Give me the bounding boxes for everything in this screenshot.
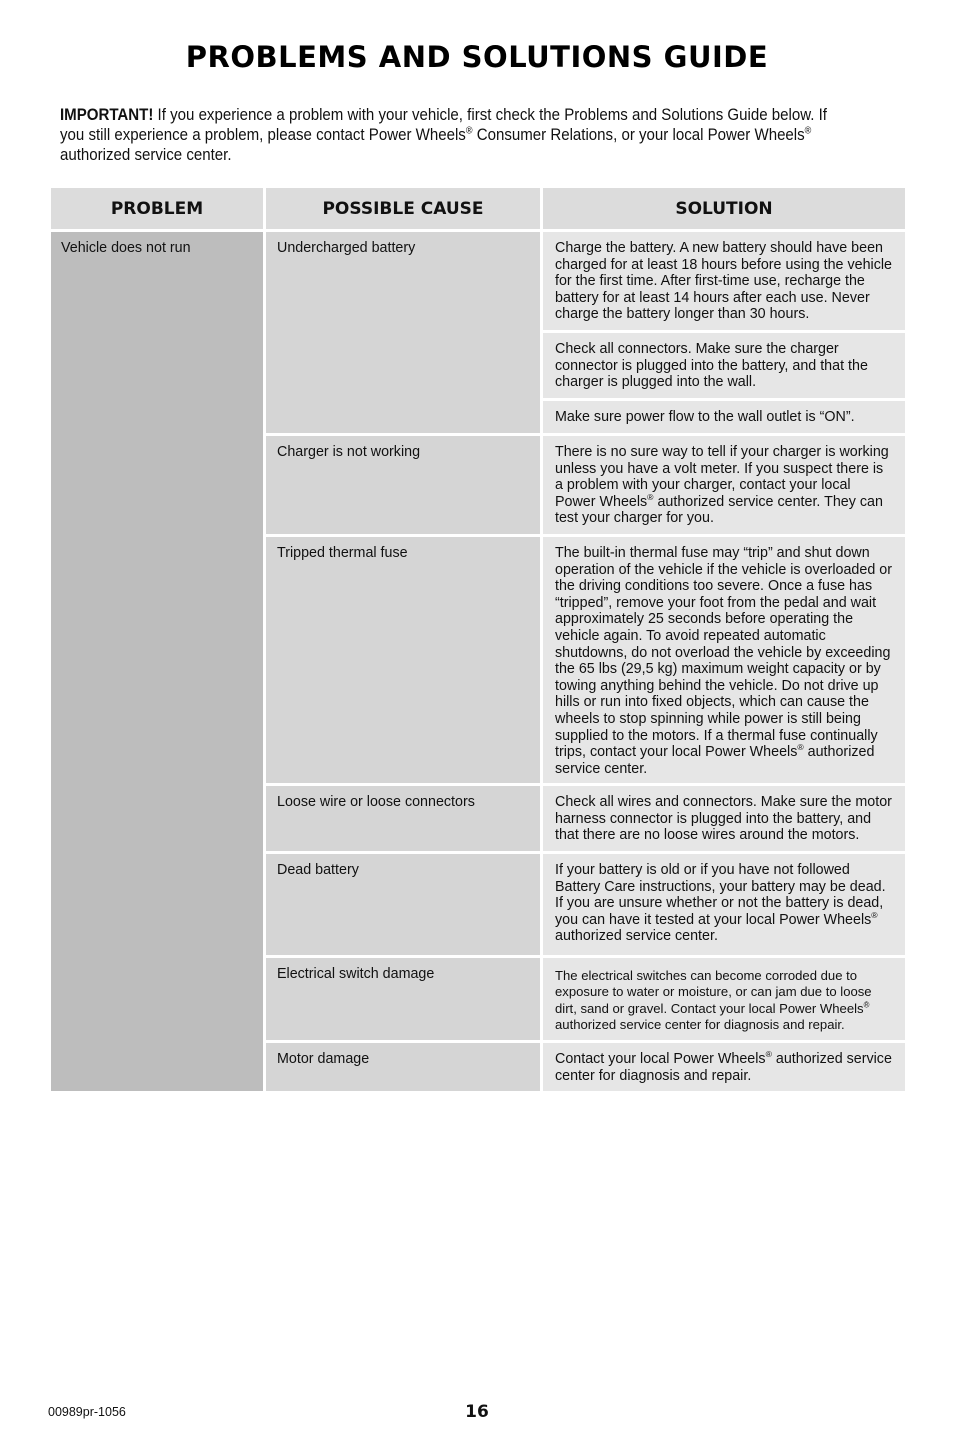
registered-mark: ® bbox=[804, 125, 812, 137]
solution-check-connectors: Check all connectors. Make sure the charger connector is plugged into the battery, and that the charger is plugged into the wall. bbox=[555, 341, 868, 391]
cause-loose-wire: Loose wire or loose connectors bbox=[277, 794, 475, 810]
cause-undercharged-battery: Undercharged battery bbox=[277, 240, 416, 256]
solution-charge-battery: Charge the battery. A new battery should have been charged for at least 18 hours before using the vehicle for the first time. After first-time use, recharge the battery for at least 14 hours after each use. Never charge the battery longer than 30 hours. bbox=[555, 240, 892, 323]
solution-dead-battery-text: If your battery is old or if you have not followed Battery Care instructions, your battery may be dead. If you are unsure whether or not the battery is dead, you can have it tested at your local Power Wheels bbox=[555, 862, 886, 928]
registered-mark: ® bbox=[765, 1049, 772, 1060]
cause-cell bbox=[266, 537, 540, 783]
solution-wall-outlet: Make sure power flow to the wall outlet is “ON”. bbox=[555, 409, 855, 425]
cause-cell bbox=[266, 232, 540, 433]
page-title: PROBLEMS AND SOLUTIONS GUIDE bbox=[185, 40, 769, 74]
solution-dead-battery-text-end: authorized service center. bbox=[555, 928, 718, 945]
solution-charger-text-end: authorized service center. They can test your charger for you. bbox=[555, 493, 883, 527]
header-problem: PROBLEM bbox=[51, 188, 263, 229]
page-number: 16 bbox=[465, 1402, 489, 1422]
cause-dead-battery: Dead battery bbox=[277, 862, 359, 878]
header-possible-cause: POSSIBLE CAUSE bbox=[266, 188, 540, 229]
solution-check-wires: Check all wires and connectors. Make sure the motor harness connector is plugged into the battery, and that there are no loose wires around the motors. bbox=[555, 794, 892, 844]
registered-mark: ® bbox=[647, 492, 654, 503]
problem-cell bbox=[51, 232, 263, 1091]
solution-cell bbox=[543, 436, 905, 534]
solution-cell bbox=[543, 537, 905, 783]
solution-switch-text: The electrical switches can become corroded due to exposure to water or moisture, or can jam due to loose dirt, sand or gravel. Contact your local Power Wheels bbox=[555, 968, 872, 1016]
cause-cell bbox=[266, 958, 540, 1040]
registered-mark: ® bbox=[797, 742, 804, 753]
important-label: IMPORTANT! bbox=[60, 106, 154, 124]
cause-cell bbox=[266, 786, 540, 851]
cause-tripped-thermal-fuse: Tripped thermal fuse bbox=[277, 545, 408, 561]
cause-cell bbox=[266, 1043, 540, 1091]
cause-electrical-switch-damage: Electrical switch damage bbox=[277, 966, 435, 982]
cause-cell bbox=[266, 436, 540, 534]
cause-motor-damage: Motor damage bbox=[277, 1051, 370, 1067]
header-solution: SOLUTION bbox=[543, 188, 905, 229]
registered-mark: ® bbox=[871, 910, 878, 921]
notice-text-part-2: Consumer Relations, or your local Power Wheels bbox=[472, 126, 805, 144]
solution-switch-text-end: authorized service center for diagnosis and repair. bbox=[555, 1017, 845, 1033]
registered-mark: ® bbox=[465, 125, 473, 137]
solution-motor-text: Contact your local Power Wheels bbox=[555, 1051, 766, 1067]
cause-charger-not-working: Charger is not working bbox=[277, 444, 421, 460]
solution-cell bbox=[543, 333, 905, 398]
solution-cell bbox=[543, 786, 905, 851]
solution-thermal-fuse-text-end: authorized service center. bbox=[555, 744, 875, 777]
document-code: 00989pr-1056 bbox=[48, 1405, 126, 1419]
notice-text-part-1: If you experience a problem with your vehicle, first check the Problems and Solutions Guide below. If you still experience a problem, please contact Power Wheels bbox=[60, 106, 827, 144]
notice-text-part-3: authorized service center. bbox=[60, 146, 232, 164]
important-notice bbox=[60, 105, 851, 165]
solution-cell bbox=[543, 232, 905, 330]
solution-thermal-fuse-text: The built-in thermal fuse may “trip” and shut down operation of the vehicle if the vehicle is overloaded or the driving conditions too severe. Once a fuse has “tripped”, remove your foot from the pedal and wait approximately 25 seconds before operating the vehicle again. To avoid repeated automatic shutdowns, do not overload the vehicle by exceeding the 65 lbs (29,5 kg) maximum weight capacity or by towing anything behind the vehicle. Do not drive up hills or run into fixed objects, which can cause the wheels to stop spinning while power is still being supplied to the motors. If a thermal fuse continually trips, contact your local Power Wheels bbox=[555, 545, 892, 761]
problem-text: Vehicle does not run bbox=[61, 240, 191, 256]
solution-cell bbox=[543, 854, 905, 955]
registered-mark: ® bbox=[863, 1000, 870, 1010]
solution-cell bbox=[543, 958, 905, 1040]
solution-cell bbox=[543, 1043, 905, 1091]
solution-motor-text-end: authorized service center for diagnosis and repair. bbox=[555, 1051, 892, 1084]
solution-charger-text: There is no sure way to tell if your charger is working unless you have a volt meter. If you suspect there is a problem with your charger, contact your local Power Wheels bbox=[555, 444, 889, 510]
solution-cell bbox=[543, 401, 905, 433]
cause-cell bbox=[266, 854, 540, 955]
